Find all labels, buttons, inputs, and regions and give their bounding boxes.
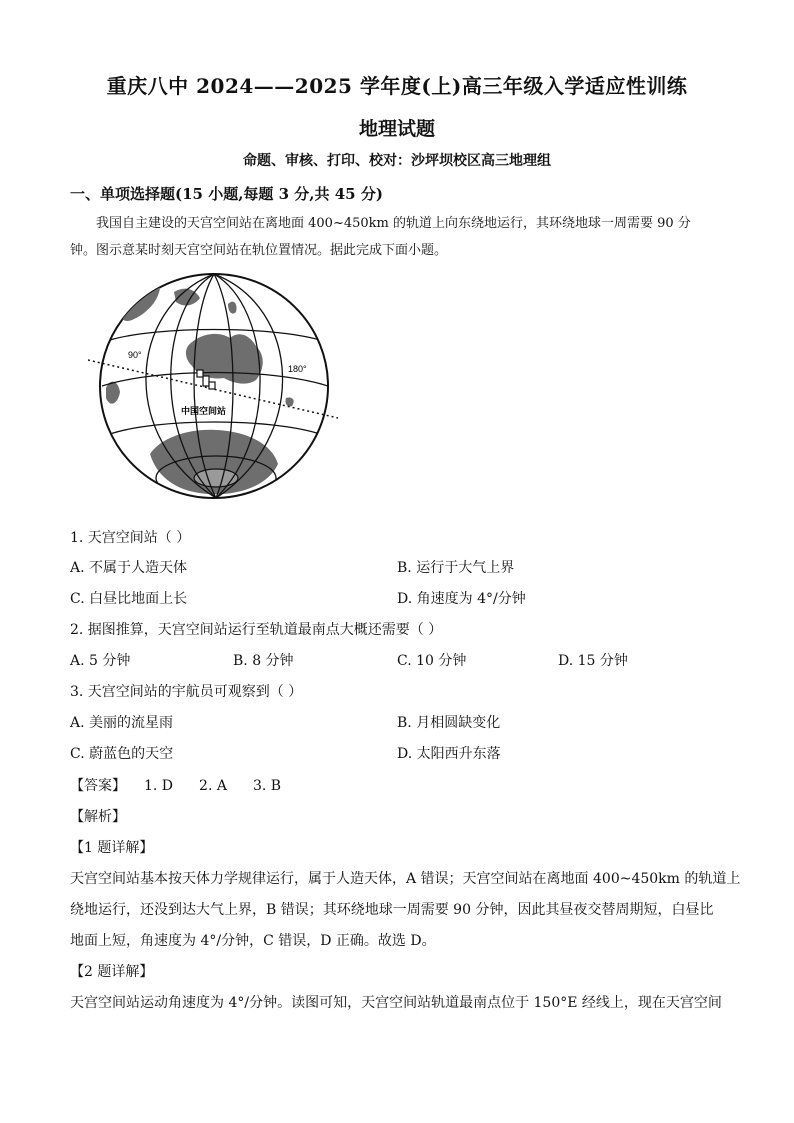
q1-detail-line-3: 地面上短，角速度为 4°/分钟，C 错误，D 正确。故选 D。 (70, 933, 436, 949)
globe-figure (88, 268, 340, 504)
answer-line (70, 775, 281, 795)
q2-detail-line-1: 天宫空间站运动角速度为 4°/分钟。读图可知，天宫空间站轨道最南点位于 150°E 经线上，现在天宫空间 (70, 995, 722, 1011)
question-1-option-c[interactable]: C. 白昼比地面上长 (70, 591, 188, 607)
exam-authors: 命题、审核、打印、校对：沙坪坝校区高三地理组 (243, 153, 551, 169)
intro-text-line-2: 钟。图示意某时刻天宫空间站在轨位置情况。据此完成下面小题。 (70, 243, 448, 258)
label-90-degree: 90° (128, 350, 142, 360)
question-1-option-b[interactable]: B. 运行于大气上界 (397, 560, 515, 576)
question-2-option-b[interactable]: B. 8 分钟 (233, 653, 294, 669)
q1-detail-line-2: 绕地运行，还没到达大气上界，B 错误；其环绕地球一周需要 90 分钟，因此其昼夜交替周期短，白昼比 (70, 902, 714, 918)
section-heading: 一、单项选择题(15 小题,每题 3 分,共 45 分) (70, 185, 383, 203)
question-2-option-c[interactable]: C. 10 分钟 (397, 653, 467, 669)
exam-subject: 地理试题 (358, 118, 435, 140)
question-1-option-d[interactable]: D. 角速度为 4°/分钟 (397, 591, 526, 607)
question-2-stem: 2. 据图推算，天宫空间站运行至轨道最南点大概还需要（ ） (70, 622, 443, 638)
question-3-option-c[interactable]: C. 蔚蓝色的天空 (70, 746, 174, 762)
q2-detail-heading: 【2 题详解】 (70, 964, 154, 980)
intro-text-line-1: 我国自主建设的天宫空间站在离地面 400~450km 的轨道上向东绕地运行，其环绕地球一周需要 90 分 (96, 216, 691, 231)
question-2-option-d[interactable]: D. 15 分钟 (558, 653, 628, 669)
question-1-option-a[interactable]: A. 不属于人造天体 (70, 560, 188, 576)
answer-value-2: 2. A (199, 778, 227, 794)
answer-label: 【答案】 (70, 778, 126, 794)
analysis-label: 【解析】 (70, 809, 126, 825)
exam-title: 重庆八中 2024——2025 学年度(上)高三年级入学适应性训练 (106, 74, 688, 98)
south-pole-cap (194, 469, 238, 487)
label-180-degree: 180° (288, 364, 307, 374)
label-space-station: 中国空间站 (181, 406, 227, 416)
question-2-option-a[interactable]: A. 5 分钟 (70, 653, 131, 669)
question-1-stem: 1. 天宫空间站（ ） (70, 530, 191, 546)
answer-value-3: 3. B (252, 778, 282, 794)
question-3-option-b[interactable]: B. 月相圆缺变化 (397, 715, 501, 731)
question-3-option-a[interactable]: A. 美丽的流星雨 (70, 715, 174, 731)
q1-detail-line-1: 天宫空间站基本按天体力学规律运行，属于人造天体，A 错误；天宫空间站在离地面 400~450km 的轨道上 (70, 871, 741, 887)
q1-detail-heading: 【1 题详解】 (70, 840, 154, 856)
answer-value-1: 1. D (144, 778, 174, 794)
question-3-stem: 3. 天宫空间站的宇航员可观察到（ ） (70, 684, 303, 700)
question-3-option-d[interactable]: D. 太阳西升东落 (397, 746, 501, 762)
